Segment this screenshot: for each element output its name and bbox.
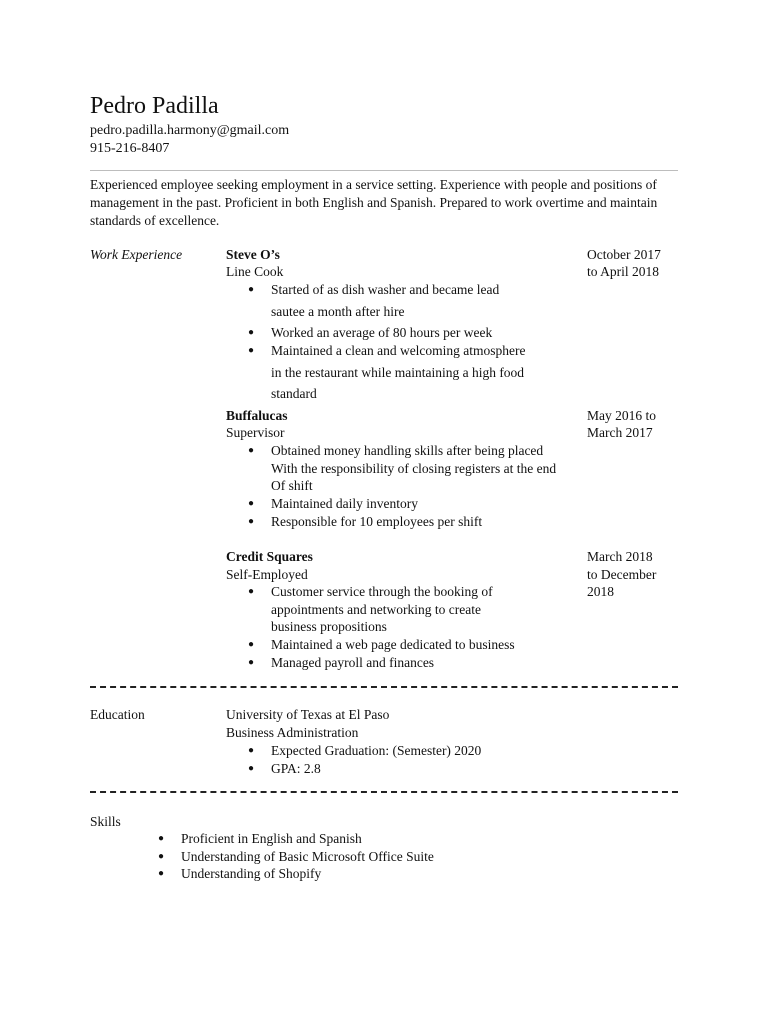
bullet-icon: ● (248, 516, 255, 527)
job-bullet: ● Maintained a clean and welcoming atmosphere (248, 343, 526, 358)
job-dates: to April 2018 (587, 264, 660, 279)
job-company: Buffalucas (226, 408, 288, 423)
education-label: Education (90, 707, 145, 722)
summary-line: management in the past. Proficient in both English and Spanish. Prepared to work overtime and maintain (90, 195, 658, 210)
job-dates: to December (587, 567, 657, 582)
section-divider (90, 686, 678, 688)
job-bullet: ● Started of as dish washer and became lead (248, 282, 500, 297)
job-bullet-continuation: Of shift (271, 478, 313, 493)
job-dates: 2018 (587, 584, 614, 599)
summary-line: standards of excellence. (90, 213, 220, 228)
bullet-icon: ● (248, 498, 255, 509)
skill-item: ● Proficient in English and Spanish (158, 831, 362, 846)
bullet-icon: ● (248, 586, 255, 597)
job-bullet-continuation: standard (271, 386, 317, 401)
bullet-icon: ● (248, 639, 255, 650)
degree-program: Business Administration (226, 725, 359, 740)
bullet-icon: ● (248, 445, 255, 456)
job-bullet: ● Maintained daily inventory (248, 496, 418, 511)
job-bullet-continuation: in the restaurant while maintaining a high food (271, 365, 525, 380)
bullet-icon: ● (248, 763, 255, 774)
job-company: Steve O’s (226, 247, 280, 262)
bullet-icon: ● (248, 345, 255, 356)
phone-number: 915-216-8407 (90, 141, 170, 156)
bullet-icon: ● (248, 745, 255, 756)
job-bullet: ● Obtained money handling skills after being placed (248, 443, 544, 458)
job-bullet-continuation: business propositions (271, 619, 387, 634)
bullet-icon: ● (248, 657, 255, 668)
job-dates: March 2018 (587, 549, 653, 564)
job-bullet: ● Managed payroll and finances (248, 655, 435, 670)
education-bullet: ● Expected Graduation: (Semester) 2020 (248, 743, 482, 758)
skills-label: Skills (90, 814, 121, 829)
job-company: Credit Squares (226, 549, 313, 564)
bullet-icon: ● (158, 833, 165, 844)
job-dates: October 2017 (587, 247, 661, 262)
candidate-name: Pedro Padilla (90, 93, 219, 119)
job-bullet: ● Maintained a web page dedicated to business (248, 637, 515, 652)
bullet-icon: ● (248, 327, 255, 338)
job-bullet-continuation: With the responsibility of closing registers at the end (271, 461, 557, 476)
job-role: Self-Employed (226, 567, 308, 582)
bullet-icon: ● (158, 868, 165, 879)
education-bullet: ● GPA: 2.8 (248, 761, 321, 776)
school-name: University of Texas at El Paso (226, 707, 390, 722)
job-bullet: ● Worked an average of 80 hours per week (248, 325, 493, 340)
bullet-icon: ● (158, 851, 165, 862)
job-bullet-continuation: sautee a month after hire (271, 304, 405, 319)
work-experience-label: Work Experience (90, 247, 183, 262)
job-bullet: ● Customer service through the booking of (248, 584, 493, 599)
job-role: Supervisor (226, 425, 285, 440)
bullet-icon: ● (248, 284, 255, 295)
skill-item: ● Understanding of Basic Microsoft Office Suite (158, 849, 434, 864)
job-bullet-continuation: appointments and networking to create (271, 602, 481, 617)
section-divider (90, 791, 678, 793)
job-bullet: ● Responsible for 10 employees per shift (248, 514, 483, 529)
summary (90, 176, 680, 230)
summary-line: Experienced employee seeking employment in a service setting. Experience with people and positions of (90, 177, 657, 192)
email-address: pedro.padilla.harmony@gmail.com (90, 123, 290, 138)
job-dates: March 2017 (587, 425, 653, 440)
header-divider (90, 170, 678, 171)
job-dates: May 2016 to (587, 408, 656, 423)
skill-item: ● Understanding of Shopify (158, 866, 322, 881)
job-role: Line Cook (226, 264, 284, 279)
